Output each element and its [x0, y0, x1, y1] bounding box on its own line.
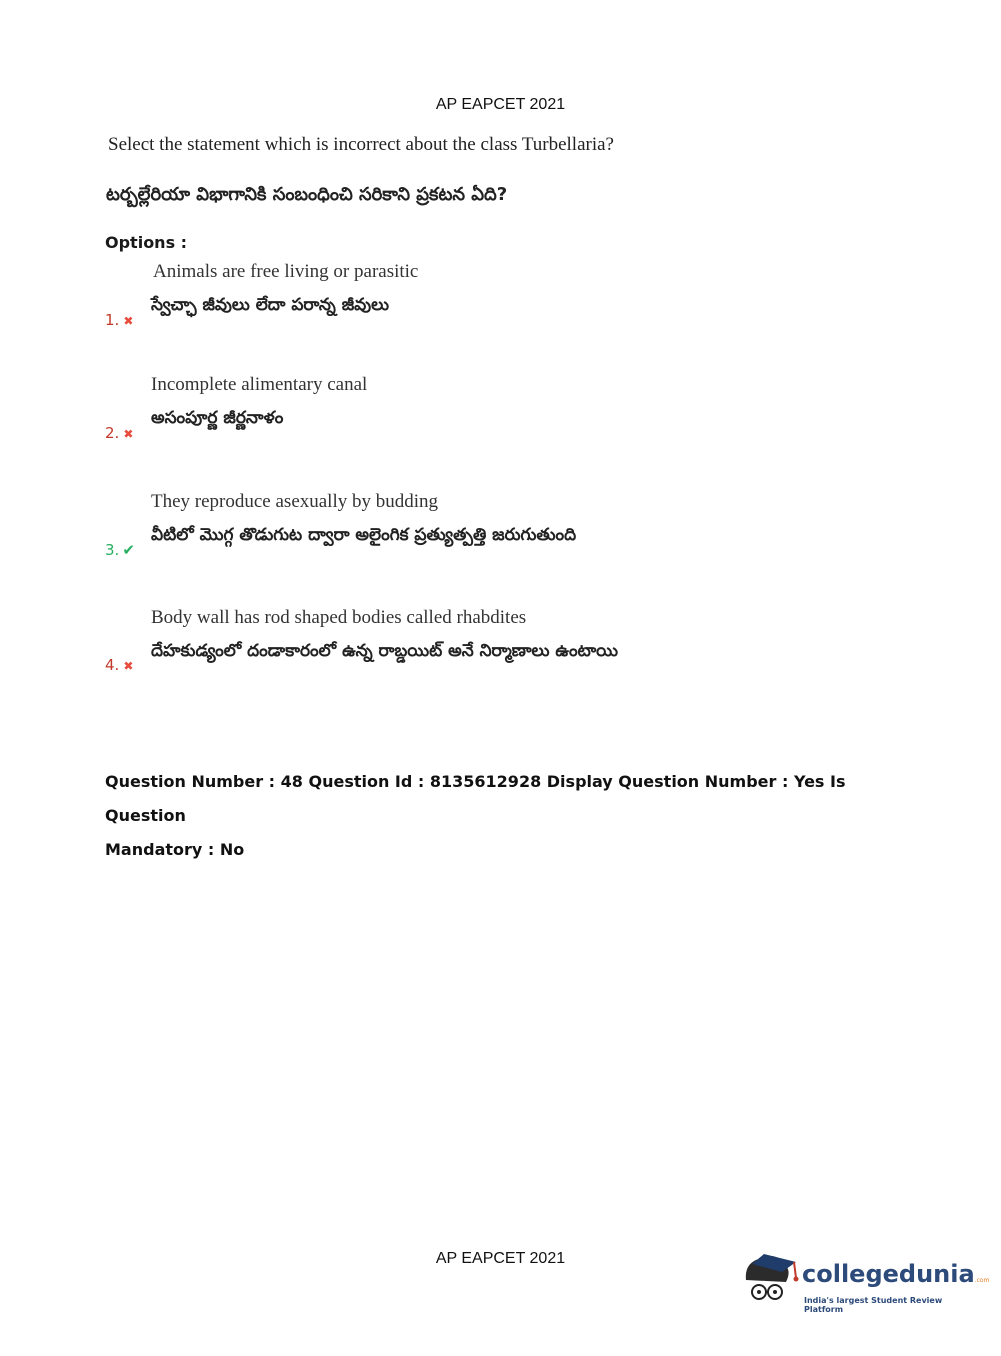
logo-suffix: .com	[974, 1277, 990, 1284]
logo-name: collegedunia	[802, 1260, 975, 1288]
question-meta	[105, 765, 905, 867]
option-4-telugu: దేహకుడ్యంలో దండాకారంలో ఉన్న రాబ్డయిట్ అనే నిర్మాణాలు ఉంటాయి	[151, 641, 619, 661]
option-2-english: Incomplete alimentary canal	[151, 374, 368, 395]
cross-icon: ✖	[123, 427, 134, 441]
page-footer: AP EAPCET 2021	[435, 1250, 566, 1267]
student-mascot-icon	[742, 1250, 802, 1312]
option-4-number-wrap	[105, 656, 133, 674]
option-1-number: 1.	[105, 311, 120, 329]
option-4-english: Body wall has rod shaped bodies called rhabdites	[151, 607, 527, 628]
option-1-english: Animals are free living or parasitic	[153, 261, 419, 282]
option-2-number: 2.	[105, 424, 120, 442]
option-4-number: 4.	[105, 656, 120, 674]
option-2-telugu: అసంపూర్ణ జీర్ణనాళం	[151, 408, 284, 428]
check-icon: ✔	[122, 541, 135, 559]
option-2-number-wrap	[105, 424, 133, 442]
logo-wordmark	[802, 1260, 989, 1288]
question-english: Select the statement which is incorrect about the class Turbellaria?	[108, 134, 614, 155]
page-header: AP EAPCET 2021	[435, 96, 566, 113]
cross-icon: ✖	[123, 659, 134, 673]
option-1-telugu: స్వేచ్ఛా జీవులు లేదా పరాన్న జీవులు	[151, 295, 390, 315]
question-telugu: టర్బల్లేరియా విభాగానికి సంబంధించి సరికాని ప్రకటన ఏది?	[106, 184, 508, 205]
question-meta-line-2: Mandatory : No	[105, 840, 245, 859]
option-3-number-wrap	[105, 541, 135, 559]
option-3-number: 3.	[105, 541, 120, 559]
option-1-number-wrap	[105, 311, 133, 329]
cross-icon: ✖	[123, 314, 134, 328]
options-label: Options :	[105, 233, 188, 252]
option-3-english: They reproduce asexually by budding	[151, 491, 439, 512]
collegedunia-logo	[742, 1250, 990, 1314]
option-3-telugu: వీటిలో మొగ్గ తొడుగుట ద్వారా అలైంగిక ప్రత్యుత్పత్తి జరుగుతుంది	[151, 525, 577, 545]
question-meta-line-1: Question Number : 48 Question Id : 8135612928 Display Question Number : Yes Is Question	[105, 772, 846, 825]
logo-tagline: India's largest Student Review Platform	[804, 1296, 943, 1314]
